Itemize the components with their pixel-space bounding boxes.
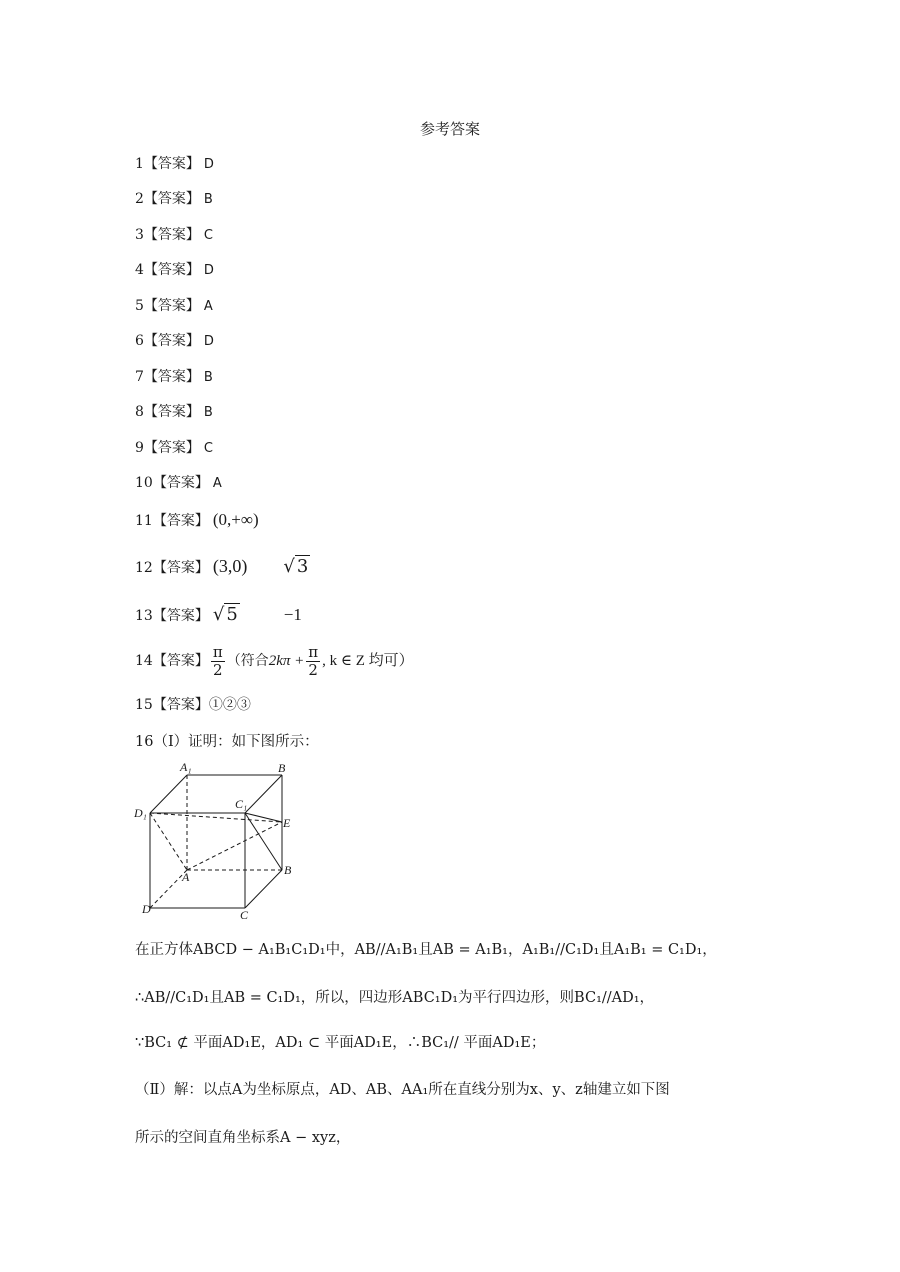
- answer-3: 3【答案】 C: [135, 227, 213, 243]
- fraction-pi-2: $\frac{\pi}{2}$: [212, 643, 223, 679]
- answer-8: 8【答案】 B: [135, 404, 213, 420]
- label-A1: A₁: [180, 760, 192, 774]
- answer-5: 5【答案】 A: [135, 298, 213, 314]
- answer-15: 15【答案】①②③: [135, 697, 251, 713]
- answer-7: 7【答案】 B: [135, 369, 213, 385]
- fraction-note: $\frac{\pi}{2}$: [308, 643, 319, 679]
- q16-line-4: （Ⅱ）解：以点A为坐标原点，AD、AB、AA₁所在直线分别为x、y、z轴建立如下图: [135, 1082, 670, 1098]
- answer-9: 9【答案】 C: [135, 440, 213, 456]
- edge-AE: [187, 822, 282, 870]
- answer-14: 14【答案】 $\frac{\pi}{2}$ （符合2kπ + $\frac{\pi}{2}$ , k ∈ Z 均可）: [135, 643, 414, 679]
- q16-line-1: 在正方体ABCD − A₁B₁C₁D₁中，AB//A₁B₁且AB = A₁B₁，A₁B₁//C₁D₁且A₁B₁ = C₁D₁，: [135, 942, 717, 958]
- label-B1: B: [278, 761, 286, 775]
- q16-line-3: ∵BC₁ ⊄ 平面AD₁E，AD₁ ⊂ 平面AD₁E，∴BC₁// 平面AD₁E；: [135, 1035, 546, 1051]
- answer-4: 4【答案】 D: [135, 262, 214, 278]
- answer-12: 12【答案】 (3,0) √ 3: [135, 556, 309, 577]
- answer-13: 13【答案】 √ 5 −1: [135, 604, 302, 625]
- q16-heading: 16（Ⅰ）证明：如下图所示：: [135, 734, 319, 750]
- answer-11: 11【答案】 (0,+∞): [135, 510, 259, 529]
- label-B: B: [284, 863, 292, 877]
- label-C: C: [240, 908, 249, 920]
- edge-C1B1: [245, 775, 282, 813]
- label-E: E: [283, 816, 291, 830]
- edge-D1A1: [150, 775, 187, 813]
- sqrt-5: √ 5: [212, 604, 238, 625]
- label-D: D: [142, 902, 151, 916]
- cube-diagram: [132, 760, 302, 920]
- label-C1: C₁: [235, 797, 248, 811]
- label-A: A: [182, 870, 190, 884]
- q16-line-5: 所示的空间直角坐标系A − xyz，: [135, 1130, 351, 1146]
- q16-line-2: ∴AB//C₁D₁且AB = C₁D₁，所以，四边形ABC₁D₁为平行四边形，则BC₁//AD₁，: [135, 990, 655, 1006]
- answer-1: 1【答案】 D: [135, 156, 214, 172]
- answer-10: 10【答案】 A: [135, 475, 222, 491]
- cube-figure: [132, 760, 302, 920]
- answer-6: 6【答案】 D: [135, 333, 214, 349]
- page-title: 参考答案: [419, 120, 480, 138]
- edge-CB: [245, 870, 282, 908]
- sqrt-3: √ 3: [283, 556, 309, 577]
- label-D1: D₁: [134, 806, 147, 820]
- edge-D1A: [150, 813, 187, 870]
- answer-2: 2【答案】 B: [135, 191, 213, 207]
